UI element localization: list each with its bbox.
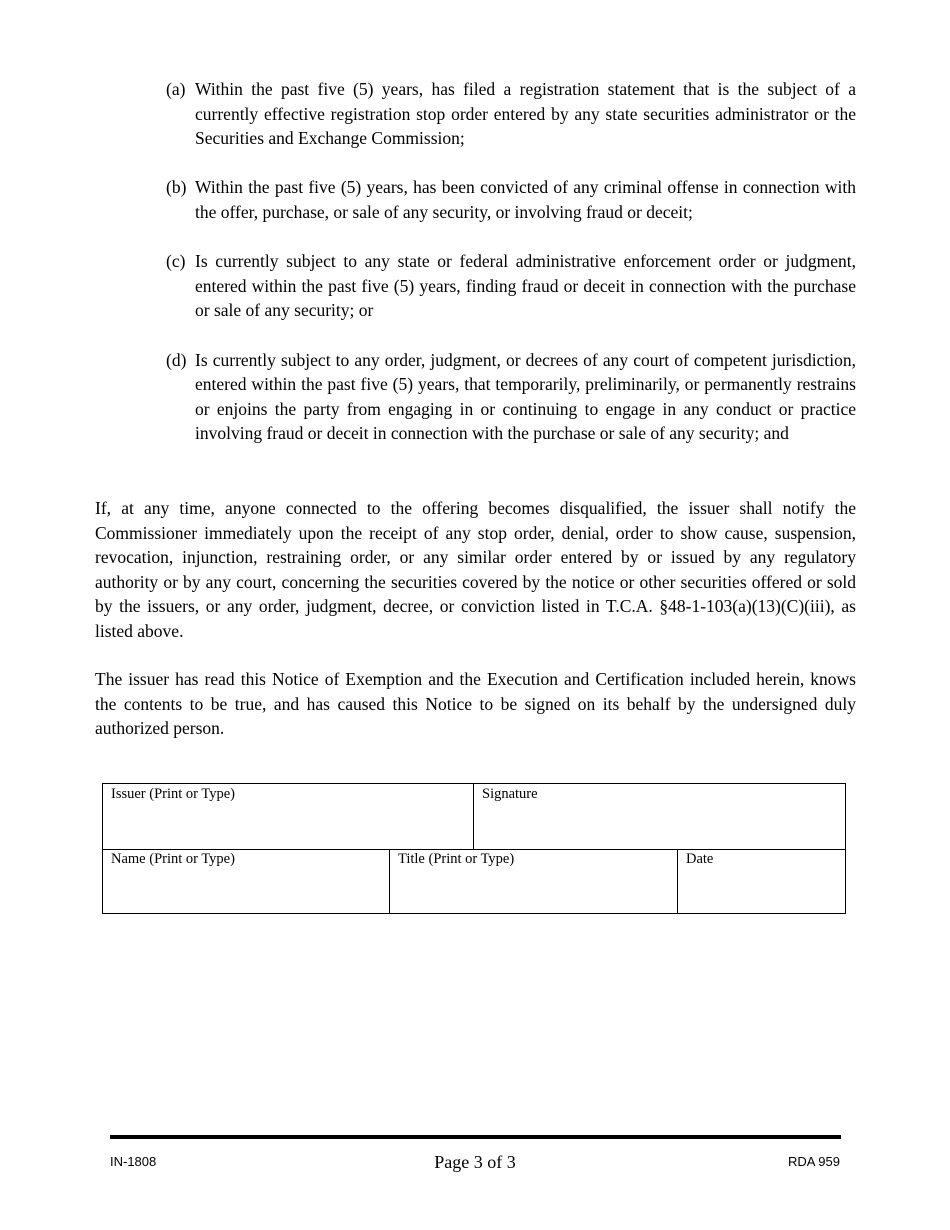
footer-divider xyxy=(110,1135,841,1139)
list-marker: (b) xyxy=(166,177,187,198)
list-item-text: Is currently subject to any state or federal administrative enforcement order or judgment, entered within the past five (5) years, finding fraud or deceit in connection with the purchase or sale of any security; or xyxy=(195,251,856,321)
form-number: IN-1808 xyxy=(110,1154,157,1169)
list-item xyxy=(166,77,856,151)
list-item xyxy=(166,249,856,323)
signature-table xyxy=(102,783,846,914)
list-marker: (a) xyxy=(166,79,186,99)
name-field[interactable] xyxy=(103,849,390,914)
name-field-label: Name (Print or Type) xyxy=(111,851,235,867)
list-marker: (c) xyxy=(166,251,186,272)
signature-field[interactable] xyxy=(474,784,845,849)
disqualification-notice-paragraph: If, at any time, anyone connected to the offering becomes disqualified, the issuer shall notify the Commissioner immediately upon the receipt of any stop order, denial, order to show cause, suspension, revocation, injunction, restraining order, or any similar order entered by or issued by any regulatory authority or by any court, concerning the securities covered by the notice or other securities offered or sold by the issuers, or any order, judgment, decree, or conviction listed in T.C.A. §48-1-103(a)(13)(C)(iii), as listed above. xyxy=(95,498,856,641)
signature-table-row xyxy=(103,784,845,850)
date-field-label: Date xyxy=(686,851,714,867)
list-item-text: Within the past five (5) years, has filed a registration statement that is the subject of a currently effective registration stop order entered by any state securities administrator or the Securities and Exchange Commission; xyxy=(195,79,856,149)
signature-field-label: Signature xyxy=(482,786,538,802)
disqualification-list xyxy=(166,77,856,471)
title-field[interactable] xyxy=(390,849,678,914)
list-item-text: Within the past five (5) years, has been convicted of any criminal offense in connection with the offer, purchase, or sale of any security, or involving fraud or deceit; xyxy=(195,177,856,222)
page-number: Page 3 of 3 xyxy=(434,1152,516,1172)
list-item xyxy=(166,175,856,224)
list-marker: (d) xyxy=(166,349,187,370)
rda-number: RDA 959 xyxy=(787,1154,840,1169)
title-field-label: Title (Print or Type) xyxy=(398,851,515,867)
signature-table-row xyxy=(103,849,845,914)
issuer-field[interactable] xyxy=(103,784,474,849)
list-item xyxy=(166,348,856,446)
certification-paragraph: The issuer has read this Notice of Exemption and the Execution and Certification included herein, knows the contents to be true, and has caused this Notice to be signed on its behalf by the undersigned duly authorized person. xyxy=(95,669,856,739)
list-item-text: Is currently subject to any order, judgment, or decrees of any court of competent jurisdiction, entered within the past five (5) years, that temporarily, preliminarily, or permanently restrains or enjoins the party from engaging in or continuing to engage in any conduct or practice involving fraud or deceit in connection with the purchase or sale of any security; and xyxy=(195,349,856,444)
issuer-field-label: Issuer (Print or Type) xyxy=(111,786,235,802)
date-field[interactable] xyxy=(678,849,845,914)
